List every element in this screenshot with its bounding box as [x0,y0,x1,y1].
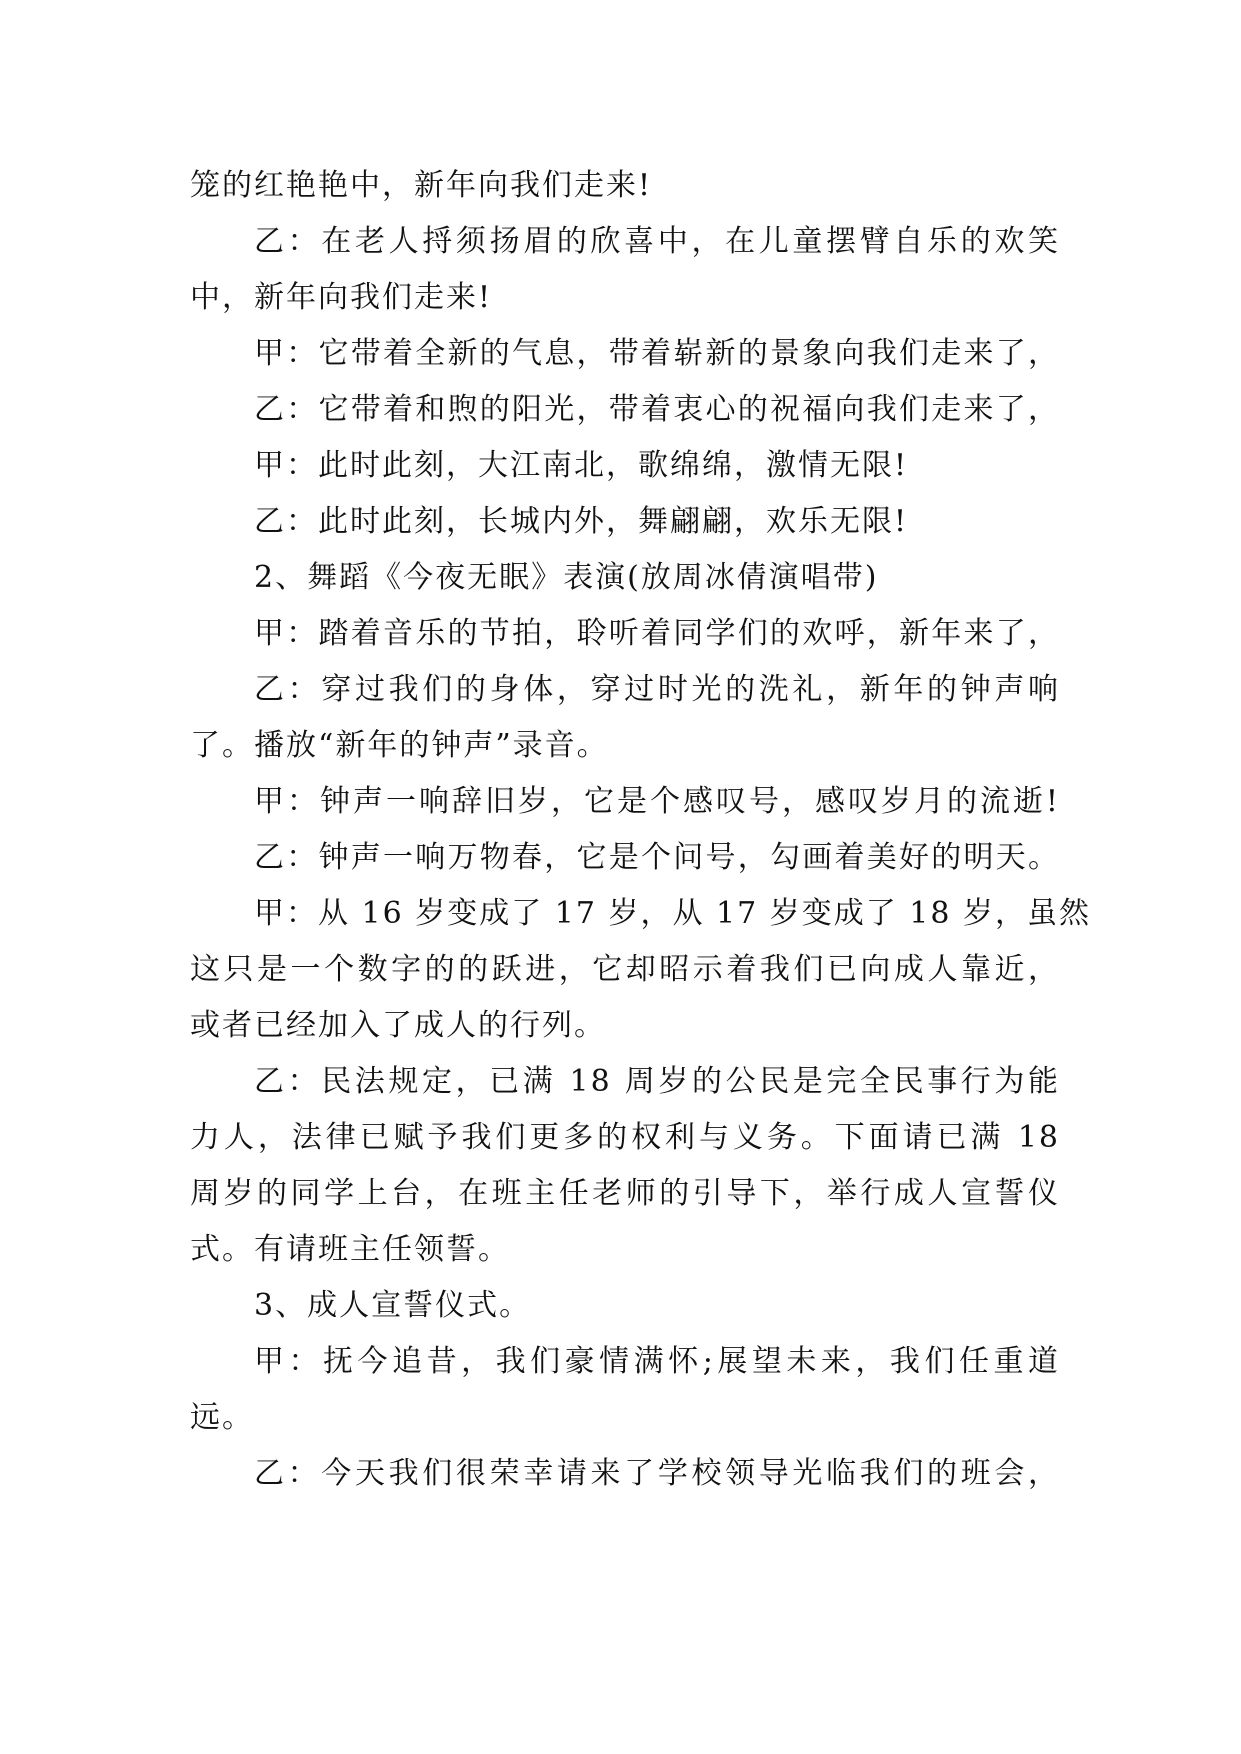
text-line: 远。 [190,1400,254,1435]
text-line: 甲：它带着全新的气息，带着崭新的景象向我们走来了， [254,336,1060,371]
text-line: 式。有请班主任领誓。 [190,1232,510,1267]
text-line: 乙：钟声一响万物春，它是个问号，勾画着美好的明天。 [254,840,1060,875]
text-line: 笼的红艳艳中，新年向我们走来! [190,168,653,203]
text-line: 甲：踏着音乐的节拍，聆听着同学们的欢呼，新年来了， [254,616,1060,651]
text-line: 乙：穿过我们的身体，穿过时光的洗礼，新年的钟声响 [254,672,1060,707]
text-line: 乙：在老人捋须扬眉的欣喜中，在儿童摆臂自乐的欢笑 [254,224,1060,259]
text-line: 或者已经加入了成人的行列。 [190,1008,606,1043]
text-line: 了。播放“新年的钟声”录音。 [190,728,609,763]
text-line: 甲：抚今追昔，我们豪情满怀;展望未来，我们任重道 [254,1344,1060,1379]
document-body [190,158,1091,1502]
text-line: 乙：民法规定，已满 18 周岁的公民是完全民事行为能 [254,1064,1060,1099]
text-line: 乙：此时此刻，长城内外，舞翩翩，欢乐无限! [254,504,909,539]
text-line: 周岁的同学上台，在班主任老师的引导下，举行成人宣誓仪 [190,1176,1060,1211]
text-line: 3、成人宣誓仪式。 [254,1288,532,1323]
text-line: 中，新年向我们走来! [190,280,493,315]
text-line: 乙：今天我们很荣幸请来了学校领导光临我们的班会， [254,1456,1060,1491]
text-line: 甲：此时此刻，大江南北，歌绵绵，激情无限! [254,448,909,483]
text-line: 甲：钟声一响辞旧岁，它是个感叹号，感叹岁月的流逝! [254,784,1060,819]
text-line: 甲：从 16 岁变成了 17 岁，从 17 岁变成了 18 岁，虽然 [254,896,1091,931]
text-line: 乙：它带着和煦的阳光，带着衷心的祝福向我们走来了， [254,392,1060,427]
text-line: 这只是一个数字的的跃进，它却昭示着我们已向成人靠近， [190,952,1060,987]
text-line: 2、舞蹈《今夜无眠》表演(放周冰倩演唱带) [254,560,879,595]
text-line: 力人，法律已赋予我们更多的权利与义务。下面请已满 18 [190,1120,1060,1155]
